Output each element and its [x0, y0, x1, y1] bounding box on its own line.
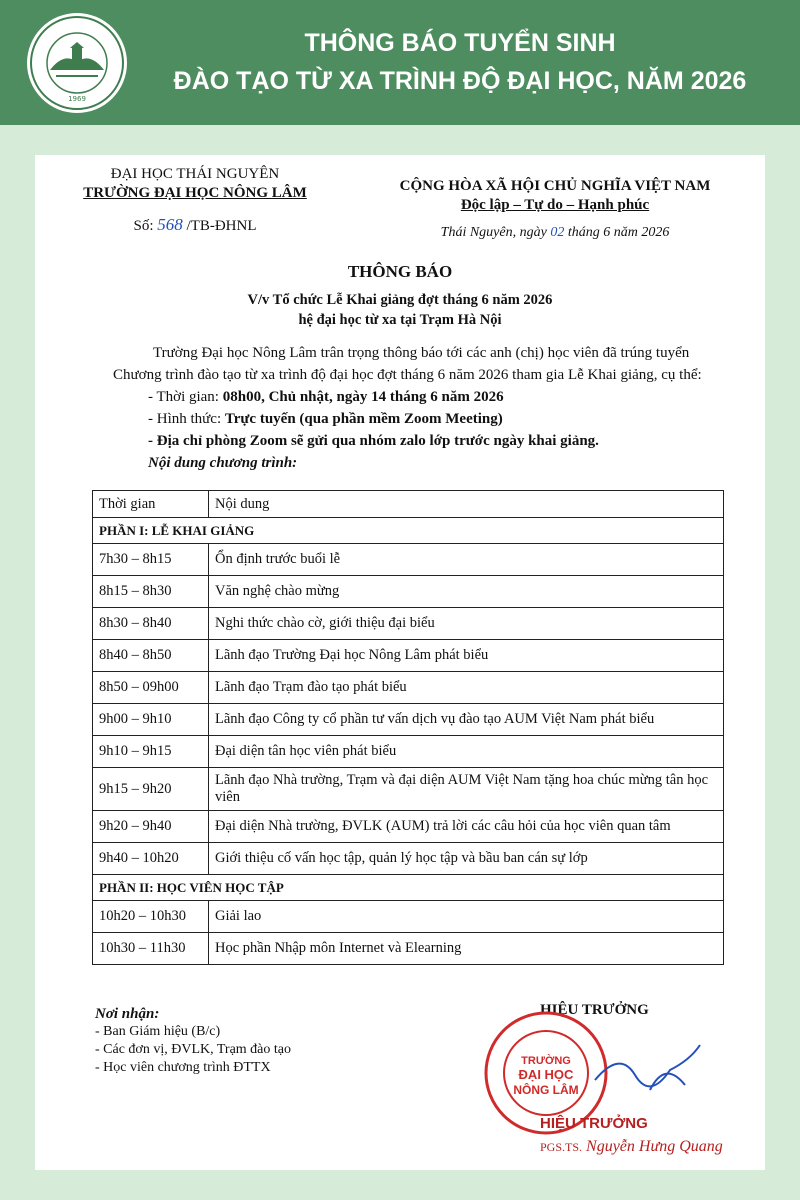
zoom-note: - Địa chỉ phòng Zoom sẽ gửi qua nhóm zalo lớp trước ngày khai giảng.: [148, 433, 599, 449]
university-logo-icon: [26, 12, 128, 114]
table-row: [93, 576, 724, 608]
section-part1-label: PHẦN I: LỄ KHAI GIẢNG: [93, 518, 724, 544]
banner-title-line1: THÔNG BÁO TUYỂN SINH: [304, 29, 616, 57]
doc-number-label: Số:: [133, 218, 154, 234]
doc-number-suffix: /TB-ĐHNL: [186, 218, 257, 234]
row-content: Đại diện Nhà trường, ĐVLK (AUM) trả lời các câu hỏi của học viên quan tâm: [209, 811, 724, 843]
table-row: [93, 608, 724, 640]
section-row-part2: [93, 875, 724, 901]
row-time: 8h40 – 8h50: [93, 640, 209, 672]
time-label: - Thời gian:: [148, 389, 223, 405]
svg-text:1969: 1969: [68, 95, 86, 103]
table-row: [93, 901, 724, 933]
form-label: - Hình thức:: [148, 411, 225, 427]
row-time: 9h20 – 9h40: [93, 811, 209, 843]
subject-line2: hệ đại học từ xa tại Trạm Hà Nội: [298, 312, 502, 328]
time-value: 08h00, Chủ nhật, ngày 14 tháng 6 năm 2026: [222, 389, 504, 405]
table-row: [93, 672, 724, 704]
banner-title-line2: ĐÀO TẠO TỪ XA TRÌNH ĐỘ ĐẠI HỌC, NĂM 2026: [173, 67, 747, 95]
recipient-item: - Ban Giám hiệu (B/c): [95, 1024, 221, 1039]
table-row: [93, 843, 724, 875]
table-header-row: [93, 491, 724, 518]
col-content-header: Nội dung: [209, 491, 724, 518]
row-content: Giải lao: [209, 901, 724, 933]
header-banner: [0, 0, 800, 125]
program-schedule-table: [92, 490, 724, 965]
table-row: [93, 544, 724, 576]
section-row-part1: [93, 518, 724, 544]
row-time: 8h30 – 8h40: [93, 608, 209, 640]
signer-title: HIỆU TRƯỞNG: [540, 1115, 648, 1132]
signer-degree: PGS.TS.: [540, 1140, 583, 1154]
issuer-parent: ĐẠI HỌC THÁI NGUYÊN: [110, 166, 280, 182]
table-row: [93, 933, 724, 965]
row-time: 9h00 – 9h10: [93, 704, 209, 736]
issue-date: [365, 223, 745, 242]
row-time: 8h15 – 8h30: [93, 576, 209, 608]
program-heading: Nội dung chương trình:: [148, 455, 298, 471]
row-content: Lãnh đạo Nhà trường, Trạm và đại diện AUM Việt Nam tặng hoa chúc mừng tân học viên: [209, 768, 724, 811]
country-name: CỘNG HÒA XÃ HỘI CHỦ NGHĨA VIỆT NAM: [399, 178, 711, 194]
table-row: [93, 811, 724, 843]
subject-line1: V/v Tổ chức Lễ Khai giảng đợt tháng 6 năm 2026: [247, 292, 553, 308]
recipient-item: - Học viên chương trình ĐTTX: [95, 1060, 271, 1075]
form-value: Trực tuyến (qua phần mềm Zoom Meeting): [224, 411, 503, 427]
col-time-header: Thời gian: [93, 491, 209, 518]
recipient-item: - Các đơn vị, ĐVLK, Trạm đào tạo: [95, 1042, 291, 1057]
recipients-block: [95, 1005, 291, 1077]
section-part2-label: PHẦN II: HỌC VIÊN HỌC TẬP: [93, 875, 724, 901]
row-content: Nghi thức chào cờ, giới thiệu đại biểu: [209, 608, 724, 640]
handwritten-signature-icon: [590, 1040, 710, 1100]
notice-body: [113, 342, 733, 474]
form-line: [113, 408, 733, 430]
table-row: [93, 640, 724, 672]
motto: Độc lập – Tự do – Hạnh phúc: [460, 197, 650, 213]
row-time: 9h40 – 10h20: [93, 843, 209, 875]
row-content: Lãnh đạo Công ty cổ phần tư vấn dịch vụ đào tạo AUM Việt Nam phát biểu: [209, 704, 724, 736]
intro-paragraph: Trường Đại học Nông Lâm trân trọng thông báo tới các anh (chị) học viên đã trúng tuyển Chương trình đào tạo từ xa trình độ đại học đợt tháng 6 năm 2026 tham gia Lễ Khai giảng, cụ thể:: [113, 345, 702, 383]
svg-text:TRƯỜNG: TRƯỜNG: [521, 1055, 571, 1067]
notice-subject: [35, 290, 765, 330]
svg-text:ĐẠI HỌC: ĐẠI HỌC: [518, 1067, 574, 1082]
row-time: 7h30 – 8h15: [93, 544, 209, 576]
doc-number-handwritten: 568: [157, 215, 183, 234]
date-day-handwritten: 02: [550, 225, 565, 240]
row-time: 8h50 – 09h00: [93, 672, 209, 704]
time-line: [113, 386, 733, 408]
issuer-school: TRƯỜNG ĐẠI HỌC NÔNG LÂM: [83, 185, 307, 201]
row-time: 10h30 – 11h30: [93, 933, 209, 965]
issuer-block: [75, 165, 315, 236]
row-content: Lãnh đạo Trạm đào tạo phát biểu: [209, 672, 724, 704]
table-row: [93, 736, 724, 768]
date-suffix: tháng 6 năm 2026: [567, 225, 670, 240]
row-content: Lãnh đạo Trường Đại học Nông Lâm phát biểu: [209, 640, 724, 672]
row-content: Giới thiệu cố vấn học tập, quản lý học tập và bầu ban cán sự lớp: [209, 843, 724, 875]
row-time: 9h15 – 9h20: [93, 768, 209, 811]
signer-name-line: [540, 1138, 723, 1156]
doc-number: [75, 215, 315, 236]
signer-name: Nguyễn Hưng Quang: [586, 1138, 723, 1155]
row-time: 9h10 – 9h15: [93, 736, 209, 768]
national-motto-block: [365, 177, 745, 242]
row-time: 10h20 – 10h30: [93, 901, 209, 933]
table-row: [93, 704, 724, 736]
row-content: Đại diện tân học viên phát biểu: [209, 736, 724, 768]
row-content: Học phần Nhập môn Internet và Elearning: [209, 933, 724, 965]
signature-heading: HIỆU TRƯỞNG: [540, 1002, 649, 1018]
row-content: Ổn định trước buổi lễ: [209, 544, 724, 576]
banner-title: [140, 24, 780, 100]
notice-document: [35, 155, 765, 1170]
table-row: [93, 768, 724, 811]
recipients-label: Nơi nhận:: [95, 1006, 160, 1022]
svg-text:NÔNG LÂM: NÔNG LÂM: [513, 1083, 579, 1097]
notice-title: THÔNG BÁO: [347, 262, 453, 281]
row-content: Văn nghệ chào mừng: [209, 576, 724, 608]
date-prefix: Thái Nguyên, ngày: [440, 225, 547, 240]
